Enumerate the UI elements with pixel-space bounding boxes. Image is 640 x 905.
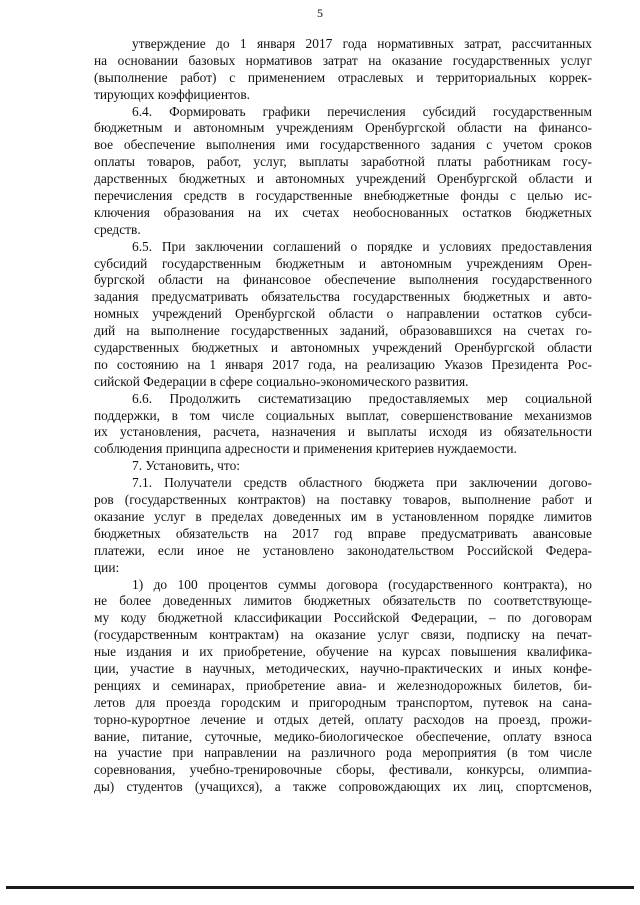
text-line: ров (государственных контрактов) на поставку товаров, выполнение работ и (94, 492, 592, 508)
text-line: летов для проезда городским и пригородным транспортом, путевок на сана- (94, 694, 592, 710)
text-line: ции: (94, 559, 120, 575)
text-line: бургской области на финансовое обеспечение выполнения государственного (94, 272, 592, 288)
text-line: бюджетным и автономным учреждениям Оренбургской области на финансо- (94, 120, 592, 136)
text-line: дий на выполнение государственных заданий, образовавшихся на счетах го- (94, 323, 592, 339)
text-line: 7. Установить, что: (132, 458, 240, 474)
text-line: тирующих коэффициентов. (94, 86, 251, 102)
text-line: платежи, если иное не установлено законодательством Российской Федера- (94, 542, 592, 558)
text-line: сударственных бюджетных и автономных учреждений Оренбургской области (94, 340, 592, 356)
text-line: му коду бюджетной классификации Российской Федерации, – по договорам (94, 610, 592, 626)
text-line: бюджетных обязательств на 2017 год вправе предусматривать авансовые (94, 525, 592, 541)
text-line: на участие при направлении на различного рода мероприятия (в том числе (94, 745, 592, 761)
text-line: ции, участие в научных, методических, научно-практических и иных конфе- (94, 660, 592, 676)
text-line: субсидий государственным бюджетным и автономным учреждениям Орен- (94, 255, 592, 271)
text-line: по состоянию на 1 января 2017 года, на реализацию Указов Президента Рос- (94, 356, 592, 372)
text-line: сийской Федерации в сфере социально-экономического развития. (94, 373, 469, 389)
text-line: 6.5. При заключении соглашений о порядке и условиях предоставления (132, 238, 592, 254)
text-line: (государственным контрактам) на оказание услуг связи, подписку на печат- (94, 627, 592, 643)
text-line: перечисления средств в государственные внебюджетные фонды с целью ис- (94, 188, 592, 204)
text-line: задания предусматривать обязательства государственных бюджетных и авто- (94, 289, 592, 305)
text-line: 7.1. Получатели средств областного бюджета при заключении догово- (132, 475, 592, 491)
text-line: вание, питание, суточные, медико-биологическое обеспечение, оплату взноса (94, 728, 592, 744)
document-body (94, 36, 592, 796)
text-line: ные издания и их приобретение, обучение на курсах повышения квалифика- (94, 644, 592, 660)
text-line: на основании базовых нормативов затрат на оказание государственных услуг (94, 52, 592, 68)
text-line: ренциях и семинарах, приобретение авиа- и железнодорожных билетов, би- (94, 677, 592, 693)
text-line: их установления, расчета, назначения и выплаты исходя из обязательности (94, 424, 592, 440)
text-line: оказание услуг в пределах доведенных им в установленном порядке лимитов (94, 508, 592, 524)
text-line: дарственных бюджетных и автономных учреждений Оренбургской области и (94, 171, 592, 187)
text-line: 1) до 100 процентов суммы договора (государственного контракта), но (132, 576, 592, 592)
text-line: 6.6. Продолжить систематизацию предоставляемых мер социальной (132, 390, 592, 406)
text-line: средств. (94, 221, 141, 237)
text-line: поддержки, в том числе социальных выплат, совершенствование механизмов (94, 407, 592, 423)
page-number: 5 (317, 6, 323, 20)
bottom-rule (6, 886, 634, 889)
text-line: ды) студентов (учащихся), а также сопровождающих их лиц, спортсменов, (94, 779, 592, 795)
text-line: номных учреждений Оренбургской области о направлении остатков субси- (94, 306, 592, 322)
text-line: ключения образования на их счетах необоснованных остатков бюджетных (94, 204, 592, 220)
text-line: утверждение до 1 января 2017 года нормативных затрат, рассчитанных (132, 36, 592, 51)
text-line: соблюдения принципа адресности и применения критериев нуждаемости. (94, 441, 517, 457)
text-line: вое обеспечение выполнения ими государственного задания с учетом сроков (94, 137, 592, 153)
text-line: торно-курортное лечение и отдых детей, оплату расходов на проезд, прожи- (94, 711, 592, 727)
text-line: соревнования, учебно-тренировочные сборы, фестивали, конкурсы, олимпиа- (94, 762, 592, 778)
text-line: не более доведенных лимитов бюджетных обязательств по соответствующе- (94, 593, 592, 609)
text-line: (выполнение работ) с применением отраслевых и территориальных коррек- (94, 69, 592, 85)
text-line: оплаты товаров, работ, услуг, выплаты заработной платы работникам госу- (94, 154, 592, 170)
text-line: 6.4. Формировать графики перечисления субсидий государственным (132, 103, 592, 119)
